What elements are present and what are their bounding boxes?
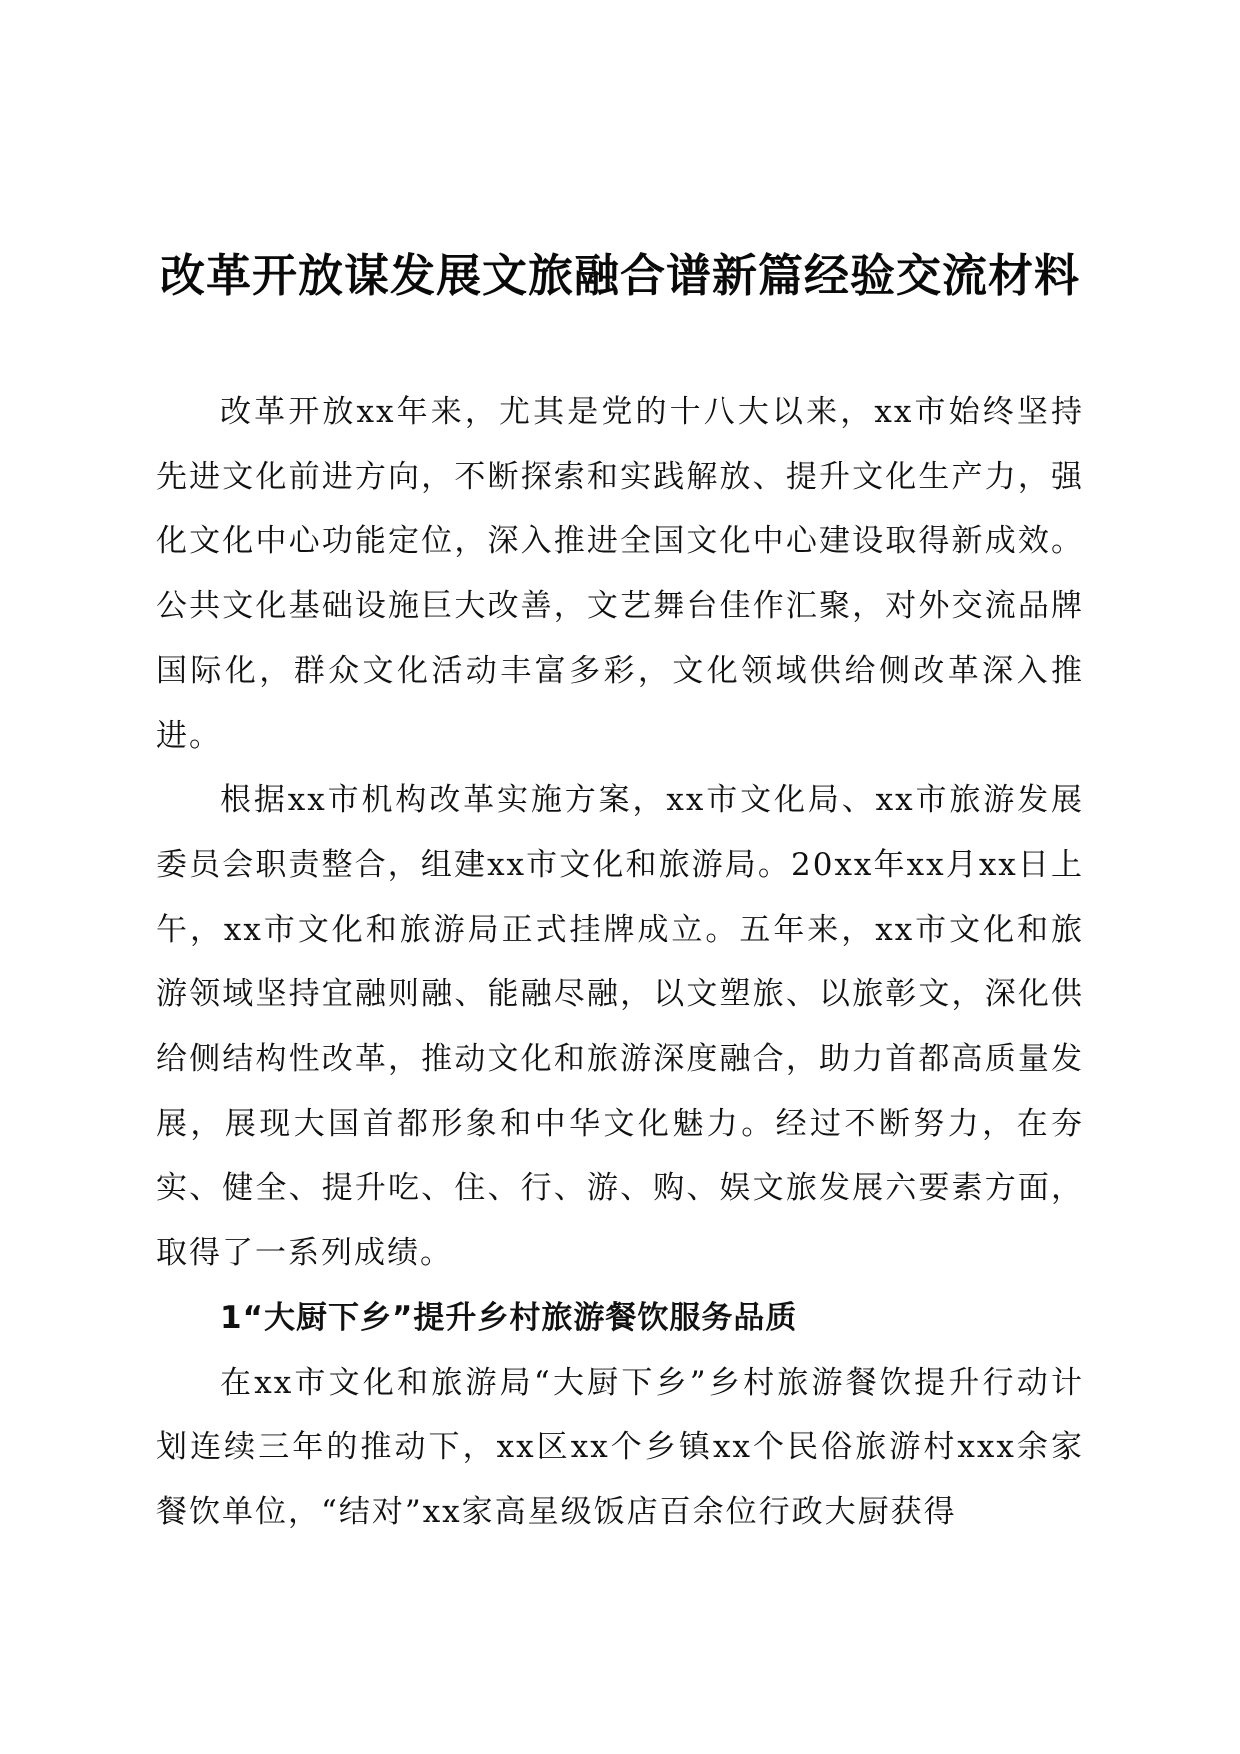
section-heading-1: 1“大厨下乡”提升乡村旅游餐饮服务品质 (220, 1299, 798, 1336)
document-title: 改革开放谋发展文旅融合谱新篇经验交流材料 (159, 249, 1080, 302)
body-paragraph-1: 改革开放xx年来，尤其是党的十八大以来，xx市始终坚持先进文化前进方向，不断探索和实践解放、提升文化生产力，强化文化中心功能定位，深入推进全国文化中心建设取得新成效。公共文化基础设施巨大改善，文艺舞台佳作汇聚，对外交流品牌国际化，群众文化活动丰富多彩，文化领域供给侧改革深入推进。 (156, 394, 1084, 754)
body-paragraph-2: 根据xx市机构改革实施方案，xx市文化局、xx市旅游发展委员会职责整合，组建xx市文化和旅游局。20xx年xx月xx日上午，xx市文化和旅游局正式挂牌成立。五年来，xx市文化和旅游领域坚持宜融则融、能融尽融，以文塑旅、以旅彰文，深化供给侧结构性改革，推动文化和旅游深度融合，助力首都高质量发展，展现大国首都形象和中华文化魅力。经过不断努力，在夯实、健全、提升吃、住、行、游、购、娱文旅发展六要素方面，取得了一系列成绩。 (156, 782, 1084, 1272)
section-1-paragraph: 在xx市文化和旅游局“大厨下乡”乡村旅游餐饮提升行动计划连续三年的推动下，xx区xx个乡镇xx个民俗旅游村xxx余家餐饮单位，“结对”xx家高星级饭店百余位行政大厨获得 (156, 1364, 1084, 1530)
document-body (156, 380, 1084, 1545)
